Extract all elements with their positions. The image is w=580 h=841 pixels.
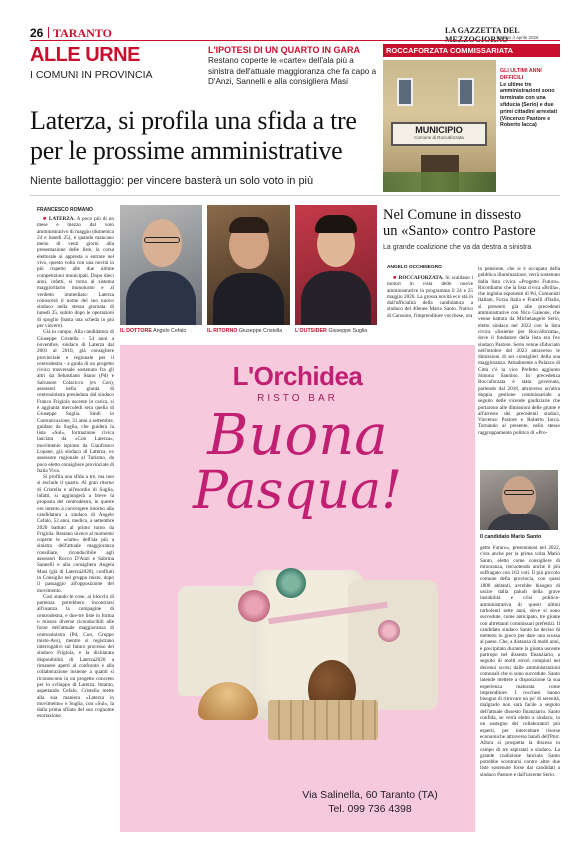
sidebar-dateline: ROCCAFORZATA. [398, 275, 444, 281]
header-divider [48, 27, 49, 38]
top-note-title: L'IPOTESI DI UN QUARTO IN GARA [208, 45, 360, 55]
caption-label: L'OUTSIDER [295, 328, 327, 334]
headline-line-2: per le prossime amministrative [30, 136, 343, 165]
easter-gift-basket [198, 550, 388, 750]
portrait-suit [301, 271, 371, 325]
photo-caption-title: GLI ULTIMI ANNI DIFFICILI [500, 68, 542, 81]
sidebar-section-label-text: ROCCAFORZATA COMMISSARIATA [386, 46, 514, 55]
ad-phone: Tel. 099 736 4398 [328, 803, 412, 815]
sidebar-headline-line-2: un «Santo» contro Pastore [383, 223, 536, 239]
sidebar-section-label [383, 44, 560, 57]
top-note-text: Restano coperte le «carte» dell'ala più a sinistra dell'attuale maggioranza che fa capo a D'Anzi, Sannelli e alla consigliera Masi [208, 56, 377, 86]
portrait-face [142, 219, 182, 267]
portrait-glasses [144, 237, 180, 243]
caption-suglia [295, 328, 383, 334]
paragraph: Già in campo. Alla candidatura di Giuseppe Cristella - 54 anni a novembre, sindaco di Laterza dal 2001 al 2010, già consigliere provinciale e regionale per il centrodestra - a guida di un progetto civico trasversale sostenuto fra gli altri da Sebastiano Stano (Pd) e Salvatore Colacicco (ex Con), assessori nella giunta di centrosinistra presieduta dal sindaco Franco Frigiola uscente in carica, si è aggiunta mercoledì sera quella di Giuseppe Suglia. Sindi in Comunicazione, 31 anni a settembre, guidato da Suglia, che guiderà la lista «Sul», formazione civica lanciata da «Con Laterza», movimento ispirato da Gianfranco Lopane, già sindaco di Laterza, ex assessore regionale al Turismo, da poco eletto consigliere provinciale di Italia Viva. [37, 329, 114, 474]
paragraph: Si profila una sfida a tre, ma non si esclude il quarto. Al gran ritorno di Cristella e all'esordio di Suglia, infatti, si aggiungerà a breve la proposta del centrodestra, in queste ore intento a convergere intorno alla candidatura a sindaco di Angelo Cefalo, 52 anni, medico, a settembre 2020 battuto al primo turno da Frigiola. Restano invece al momento coperte le «carte» dell'ala più a sinistra dell'attuale maggioranza consiliare, riconducibile agli assessori Rocco D'Anzi e Sabrina Sannelli e alla consigliera Angela Masi (già di Laterza2020), confluiti in Consiglio nel gruppo misto, dopo il passaggio all'opposizione del movimento. [37, 474, 114, 594]
sidebar-subhead: La grande coalizione che va da destra a sinistra [383, 244, 532, 251]
flower-decoration [238, 590, 270, 622]
header-rule [30, 40, 560, 41]
paragraph: ■ ROCCAFORZATA. Si scaldano i motori in vista delle nuove amministrative in programma il 24 e 25 maggio 2026. La grossa novità eco stà in dall'ufficialità della candidatura a sindaco del 40enne Mario Santo. Nativo di Carosino, l'imprenditore vocchese, ora [387, 275, 473, 319]
subhead-rule [30, 195, 560, 196]
gift-bag-right [348, 580, 438, 710]
caption-cefalo [120, 328, 205, 334]
candidate-caption: Il candidato Mario Santo [480, 534, 542, 540]
section-name: TARANTO [53, 26, 112, 40]
page-header [0, 0, 580, 40]
paragraph-text: A poco più di un mese e mezzo dal voto amministrativo di maggio (domenica 24 e lunedì 25), è quando mancano meno di venti giorni alla presentazione delle liste, la corsa elettorale si appresta a entrare nel vivo, questo volta con una novità in più rispetto alle due ultime competizioni municipali. Dopo dieci anni, infatti, si torna al sistema maggioritario monoturno e al verdetto immediato: Laterza conoscerà il nome del suo nuovo sindaco nella stessa giornata di lunedì 25, subito dopo le operazioni di spoglio (basta una scheda in più per vincere). [37, 216, 114, 330]
flower-decoration [378, 620, 400, 642]
portrait-cefalo [120, 205, 202, 325]
top-note [208, 45, 378, 88]
municipio-sign-text: MUNICIPIO [415, 125, 463, 135]
ad-brand: L'Orchidea [232, 361, 363, 391]
paragraph: Così stando le cose, ai blocchi di partenza potrebbero incontrarsi all'usanza la compagine di centrodestra, e due-tre liste in forma o misura diverse riconducibili alle forze dell'attuale maggioranza di centrosinistra (Pd, Con, Gruppo misto-Avs), mentre si registrano interrogativi sul futuro processo del sindaco Frigiola, e la dichiarata disponibilità di Laterza2020 a rimanere aperti al confronto e alla collaborazione insieme a quanti si riconoscono in un progetto concreto per lo sviluppo di Laterza. Intanto, aspettando Cefalo, Cristella mette alla sua maniera «Laterza in movimento» e Suglia, con «Sul», la dalla prima sfilata del suo cognome esortazione. [37, 593, 114, 720]
ad-address: Via Salinella, 60 Taranto (TA) [302, 789, 438, 801]
paragraph: in pensione, che si è occupato della pubblica illuminazione, verrà sostenuto dalla lista civica «Progetto Futuro». Ricordiamo che la lista civica «Brilla», che ingloba esponenti di Pd, Comunisti Italiani, Forza Italia e Fratelli d'Italia, si presentò già alle precedenti amministrative con Nico Galeone, che venne battuto da Michelangelo Serio, eletto sindaco nel 2022 con la lista civica «Insieme per Roccaforzata», dove il fondatore della lista era l'ex sindaco Pastore. Serio venne sfiduciato nell'ottobre del 2023 attraverso le dimissioni di sei consiglieri della sua maggioranza. Attualmente a Palazzo di Città c'è la vice Prefetto aggiunto Simona Sannino. In precedenza Roccaforzata è stata governata, partendo dal 2018, attraverso un'altra doppia gestione commissariale a seguito delle vicende giudiziarie che portarono alle dimissioni delle giunte e all'arresto dei precedenti sindaci, Vincenzo Pastore e Roberto Iacca. Tornando al presente, nello stesso raggruppamento politico di «Pro- [478, 266, 560, 436]
easter-advertisement [120, 345, 475, 832]
ad-headline-1: Buona [207, 403, 388, 468]
portrait-suit [126, 271, 196, 325]
portrait-cristella [207, 205, 290, 325]
flower-decoration [276, 568, 306, 598]
headline-line-1: Laterza, si profila una sfida a tre [30, 106, 357, 135]
portrait-hair [315, 215, 357, 233]
paragraph-text: Si scaldano i motori in vista delle nuove amministrative in programma il 24 e 25 maggio 2026. La grossa novità eco stà in dall'ufficialità della candidatura a sindaco del 40enne Mario Santo. Nativo di Carosino, l'imprenditore vocchese, ora [387, 275, 473, 319]
issue-date: Sabato 4 aprile 2026 [497, 35, 539, 40]
paragraph: getto Futuro», presentatosi nel 2022, c'era anche per la prima volta Mario Santo, eletto come consigliere di minoranza, riscuotendo anche il più suffragato con 163 voti. Il più piccolo comune della provincia, con quasi 1800 abitanti, avrebbe bisogno di uscire dalla paludi della grave instabilità e crisi politico-amministrativa di questi ultimi turbolenti sette anni, dove si sono succedute, come anticipato, tre giunte con altrettanti commissari prefettizi. Il candidato sindaco Santo ha deciso di mettersi in gioco per dare una scossa al paese. Che, a distanza di molti anni, è precipitato durante la giunta uscente partropo nel dissesto finanziario, a seguito di molti errori compiuti nei decenni scorsi dalle amministrazioni comunali che si sono succedute. Santo intende mettere a disposizione la sua esperienza maturata come imprenditore. I rocchesi hanno bisogno di ritrovare un po' di serenità, malgrado non sarà facile a seguito dell'attuale dissesto finanziario. Santo confida, se verrà eletto a sindaco, in un sostegno dei collaboratori più esperti, per intercettare risorse economiche attraverso bandi dell'Pnrr. Allora si prospetta la discesa in campo di tre aspiranti a sindaco. La grande coalizione lanciata Santo potrebbe scontrarsi contro altre due liste sostenute forse dai candidati a sindaco Pastore e dall'uscente Serio. [480, 545, 560, 778]
main-subhead: Niente ballottaggio: per vincere basterà un solo voto in più [30, 175, 314, 187]
kicker-title: ALLE URNE [30, 44, 140, 66]
candidate-photo-santo [480, 470, 558, 530]
page-number: 26 [30, 26, 44, 40]
municipio-photo [383, 60, 496, 192]
masthead: LA GAZZETTA DEL [445, 26, 520, 35]
portrait-hair [229, 217, 269, 233]
plants [383, 172, 496, 192]
sidebar-col-2 [478, 266, 560, 466]
portrait-face [502, 476, 536, 516]
building-window [458, 78, 474, 106]
sidebar-byline: ANGELO OCCHINEGRO [387, 265, 442, 270]
caption-label: IL RITORNO [207, 328, 238, 334]
caption-name: Giuseppe Suglia [328, 328, 368, 334]
photo-caption-text: Le ultime tre amministrazioni sono terminate con una sfiducia (Serio) e due primi cittadini arrestati (Vincenzo Pastore e Roberto Iacca) [500, 81, 558, 129]
portrait-suit [213, 273, 284, 325]
portrait-suglia [295, 205, 377, 325]
sidebar-col-3 [480, 545, 560, 832]
municipio-sign-subtext: Comune di Roccaforzata [414, 135, 464, 140]
portrait-suit [486, 514, 552, 530]
caption-cristella [207, 328, 295, 334]
ad-headline-2: Pasqua! [192, 461, 402, 521]
paragraph: ■ LATERZA. A poco più di un mese e mezzo dal voto amministrativo di maggio (domenica 24 e lunedì 25), è quando mancano meno di venti giorni alla presentazione delle liste, la corsa elettorale si appresta a entrare nel vivo, questo volta con una novità in più rispetto alle due ultime competizioni municipali. Dopo dieci anni, infatti, si torna al sistema maggioritario monoturno e al verdetto immediato: Laterza conoscerà il nome del suo nuovo sindaco nella stessa giornata di lunedì 25, subito dopo le operazioni di spoglio (basta una scheda in più per vincere). [37, 216, 114, 330]
sidebar-headline-line-1: Nel Comune in dissesto [383, 207, 522, 223]
main-headline [30, 106, 375, 166]
sidebar-headline [383, 207, 563, 239]
building-window [397, 78, 413, 106]
main-story-text [37, 216, 114, 830]
caption-name: Angelo Cefalo [153, 328, 187, 334]
ad-subbrand: RISTO BAR [257, 393, 338, 404]
kicker-subtitle: I COMUNI IN PROVINCIA [30, 69, 153, 81]
municipio-photo-caption [500, 68, 560, 129]
caption-label: IL DOTTORE [120, 328, 152, 334]
main-dateline: LATERZA. [48, 216, 75, 222]
caption-name: Giuseppe Cristella [238, 328, 283, 334]
main-byline: FRANCESCO ROMANO [37, 207, 93, 213]
wooden-crate [268, 700, 378, 740]
sidebar-col-1 [387, 275, 473, 331]
municipio-sign [391, 122, 487, 146]
portrait-glasses [504, 490, 534, 495]
kicker [30, 44, 200, 81]
